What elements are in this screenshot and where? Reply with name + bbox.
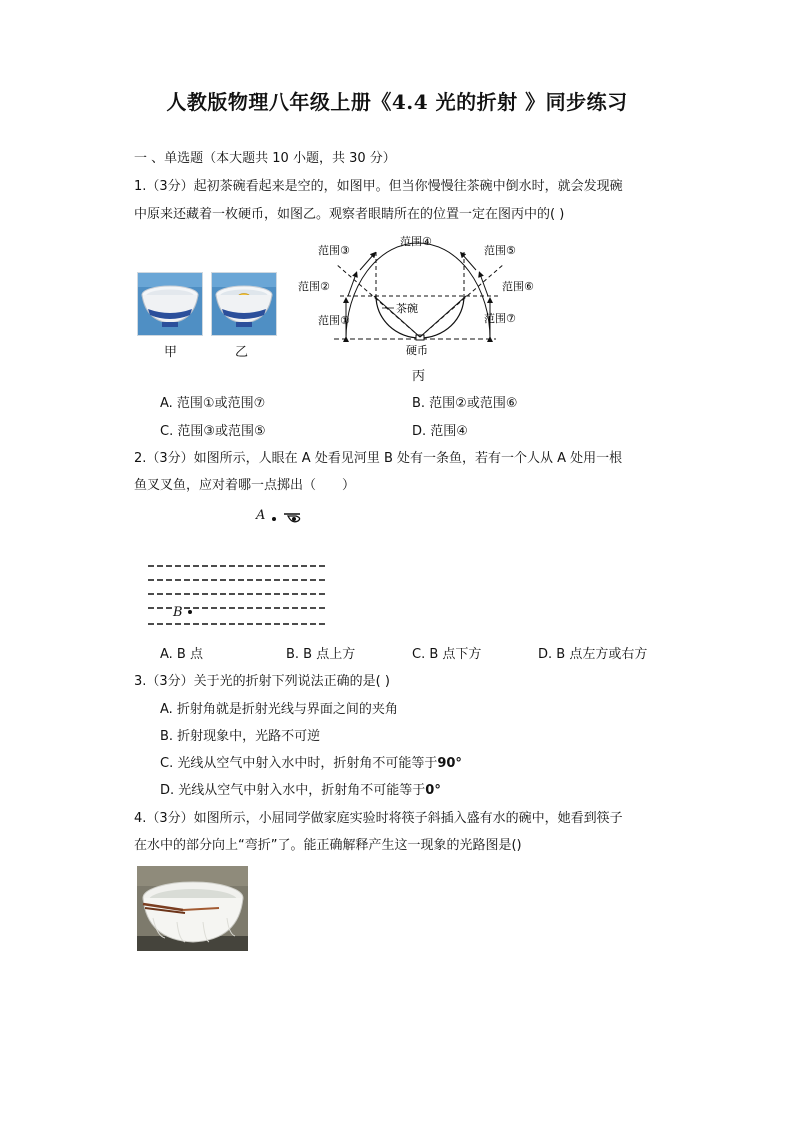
eye-point-a-label: A — [256, 508, 266, 523]
q2-option-a[interactable]: A. B 点 — [160, 647, 203, 662]
diagram-caption-bing: 丙 — [412, 369, 426, 384]
diagram-label-range2: 范围② — [298, 280, 330, 293]
diagram-label-range6: 范围⑥ — [502, 280, 534, 293]
q3-option-d[interactable] — [160, 782, 441, 800]
q3-option-d-value: 0° — [425, 783, 441, 798]
photo-label-jia: 甲 — [164, 345, 178, 360]
diagram-label-range4: 范围④ — [400, 235, 432, 248]
bowl-photo-coin — [211, 272, 277, 336]
chopstick-bowl-photo — [137, 866, 248, 951]
q1-option-c[interactable]: C. 范围③或范围⑤ — [160, 424, 266, 439]
q3-option-b[interactable]: B. 折射现象中，光路不可逆 — [160, 729, 321, 744]
page-title: 人教版物理八年级上册《4.4 光的折射 》同步练习 — [166, 90, 628, 114]
q1-option-b[interactable]: B. 范围②或范围⑥ — [412, 396, 518, 411]
q1-option-d[interactable]: D. 范围④ — [412, 424, 468, 439]
q3-option-c[interactable] — [160, 755, 462, 773]
q3-option-a[interactable]: A. 折射角就是折射光线与界面之间的夹角 — [160, 702, 398, 717]
diagram-label-range7: 范围⑦ — [484, 312, 516, 325]
q1-option-a[interactable]: A. 范围①或范围⑦ — [160, 396, 266, 411]
q3-text-line1: 3.（3分）关于光的折射下列说法正确的是( ) — [134, 674, 390, 689]
q4-text-line2: 在水中的部分向上“弯折”了。能正确解释产生这一现象的光路图是() — [134, 838, 522, 853]
q2-option-d[interactable]: D. B 点左方或右方 — [538, 647, 648, 662]
diagram-label-range3: 范围③ — [318, 244, 350, 257]
photo-label-yi: 乙 — [235, 345, 249, 360]
q1-text-line2: 中原来还藏着一枚硬币，如图乙。观察者眼睛所在的位置一定在图丙中的( ) — [134, 207, 565, 222]
q1-text-line1: 1.（3分）起初茶碗看起来是空的，如图甲。但当你慢慢往茶碗中倒水时，就会发现碗 — [134, 179, 623, 194]
q2-text-line2: 鱼叉叉鱼，应对着哪一点掷出（ ） — [134, 478, 356, 493]
q3-option-c-text: C. 光线从空气中射入水中时，折射角不可能等于 — [160, 756, 438, 771]
diagram-label-coin: 硬币 — [406, 344, 428, 357]
q3-option-d-text: D. 光线从空气中射入水中，折射角不可能等于 — [160, 783, 426, 798]
diagram-label-bowl: 茶碗 — [396, 302, 418, 315]
bowl-range-diagram — [290, 230, 550, 365]
q2-option-b[interactable]: B. B 点上方 — [286, 647, 356, 662]
eye-icon — [268, 508, 316, 528]
q2-option-c[interactable]: C. B 点下方 — [412, 647, 482, 662]
q2-text-line1: 2.（3分）如图所示，人眼在 A 处看见河里 B 处有一条鱼，若有一个人从 A 处用一根 — [134, 451, 623, 466]
fish-point-b-label: B — [173, 605, 183, 620]
q3-option-c-value: 90° — [437, 756, 462, 771]
bowl-photo-empty — [137, 272, 203, 336]
section-heading: 一 、单选题（本大题共 10 小题，共 30 分） — [134, 151, 396, 166]
diagram-label-range1: 范围① — [318, 314, 350, 327]
q4-text-line1: 4.（3分）如图所示，小屈同学做家庭实验时将筷子斜插入盛有水的碗中，她看到筷子 — [134, 811, 623, 826]
diagram-label-range5: 范围⑤ — [484, 244, 516, 257]
